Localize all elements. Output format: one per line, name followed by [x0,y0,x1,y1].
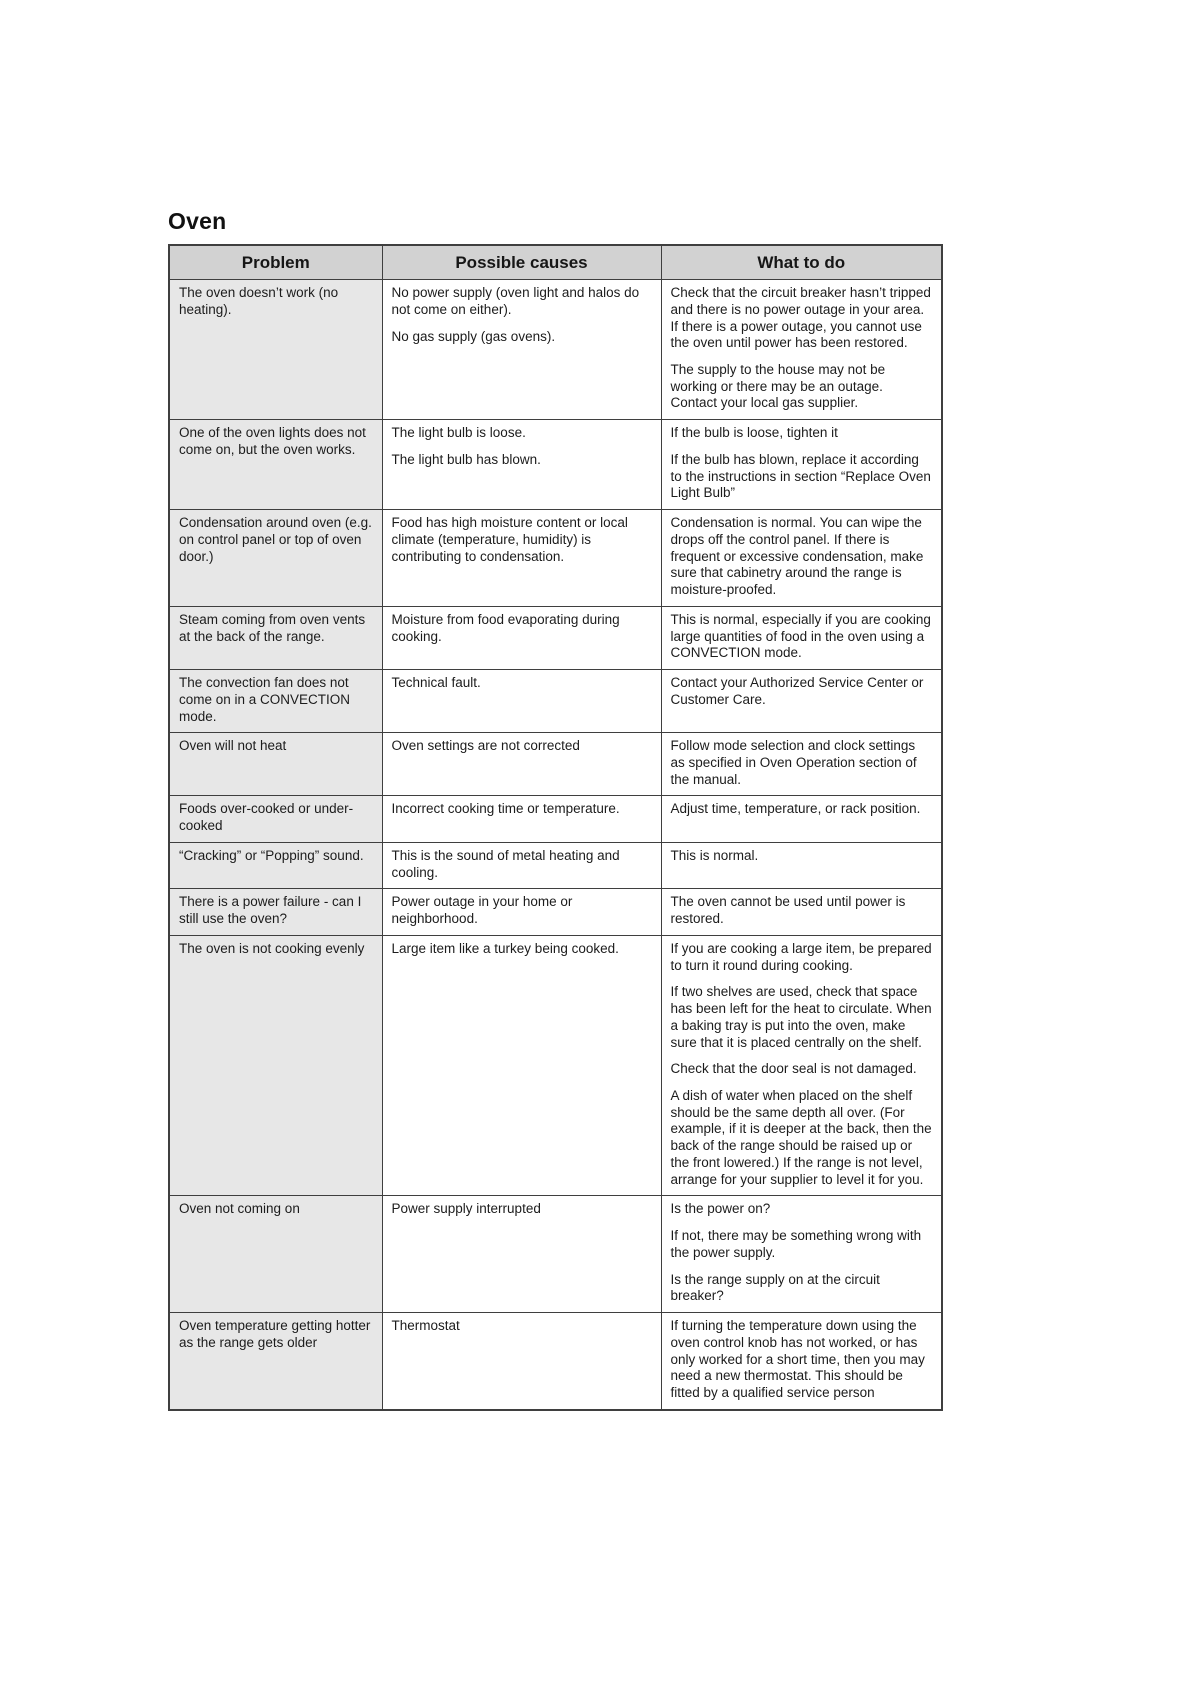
cell-paragraph: Adjust time, temperature, or rack position. [670,801,921,817]
table-header [169,245,942,280]
cell-paragraph: The oven doesn’t work (no heating). [179,285,339,317]
cell-causes [382,935,661,1196]
cell-paragraph: Oven not coming on [179,1201,300,1217]
cell-causes [382,420,661,510]
cell-paragraph: The oven is not cooking evenly [179,940,365,956]
table-row [169,842,942,888]
cell-problem [169,796,382,842]
cell-causes [382,1196,661,1313]
cell-actions [661,280,942,420]
cell-paragraph: If two shelves are used, check that space has been left for the heat to circulate. When a baking tray is put into the oven, make sure that it is placed centrally on the shelf. [670,984,932,1050]
cell-paragraph: There is a power failure - can I still use the oven? [179,894,362,927]
cell-problem [169,420,382,510]
cell-paragraph: The oven cannot be used until power is restored. [670,894,906,927]
header-problem: Problem [169,245,382,280]
cell-paragraph: The light bulb has blown. [391,451,541,467]
cell-paragraph: Large item like a turkey being cooked. [391,940,619,956]
cell-causes [382,1313,661,1410]
cell-causes [382,733,661,796]
cell-causes [382,606,661,669]
header-what-to-do: What to do [661,245,942,280]
cell-paragraph: Follow mode selection and clock settings as specified in Oven Operation section of the manual. [670,738,917,787]
document-page [168,208,941,1411]
cell-actions [661,510,942,607]
cell-paragraph: The supply to the house may not be working or there may be an outage. Contact your local gas supplier. [670,362,886,411]
cell-paragraph: Incorrect cooking time or temperature. [391,801,620,817]
page-title: Oven [168,208,227,234]
cell-paragraph: No gas supply (gas ovens). [391,328,556,344]
cell-paragraph: One of the oven lights does not come on, but the oven works. [179,425,366,457]
cell-paragraph: Condensation is normal. You can wipe the drops off the control panel. If there is frequent or excessive condensation, make sure that cabinetry around the range is moisture-proofed. [670,515,924,598]
table-row [169,670,942,733]
cell-problem [169,842,382,888]
table-row [169,733,942,796]
cell-causes [382,889,661,935]
cell-paragraph: Oven will not heat [179,738,287,754]
cell-problem [169,1313,382,1410]
cell-paragraph: Contact your Authorized Service Center or Customer Care. [670,675,924,707]
table-row [169,796,942,842]
cell-problem [169,889,382,935]
table-row [169,606,942,669]
cell-paragraph: If turning the temperature down using the oven control knob has not worked, or has only worked for a short time, then you may need a new thermostat. This should be fitted by a qualified service person [670,1318,925,1400]
cell-causes [382,796,661,842]
cell-paragraph: This is normal, especially if you are cooking large quantities of food in the oven using a CONVECTION mode. [670,611,931,661]
cell-actions [661,420,942,510]
cell-problem [169,733,382,796]
cell-actions [661,670,942,733]
cell-paragraph: A dish of water when placed on the shelf should be the same depth all over. (For example, if it is deeper at the back, then the back of the range should be raised up or the front lowered.) If the range is not level, arrange for your supplier to level it for you. [670,1087,932,1187]
cell-paragraph: This is the sound of metal heating and cooling. [391,847,620,880]
cell-actions [661,733,942,796]
cell-paragraph: If the bulb has blown, replace it according to the instructions in section “Replace Oven Light Bulb” [670,451,931,501]
cell-paragraph: Foods over-cooked or under-cooked [179,801,354,834]
cell-problem [169,510,382,607]
table-row [169,889,942,935]
cell-paragraph: The convection fan does not come on in a CONVECTION mode. [179,675,351,724]
cell-causes [382,842,661,888]
cell-causes [382,670,661,733]
table-row [169,935,942,1196]
cell-paragraph: Condensation around oven (e.g. on control panel or top of oven door.) [179,515,372,564]
cell-actions [661,796,942,842]
cell-paragraph: Power supply interrupted [391,1201,541,1217]
cell-paragraph: Food has high moisture content or local climate (temperature, humidity) is contributing to condensation. [391,515,628,564]
cell-paragraph: Oven settings are not corrected [391,738,580,754]
cell-actions [661,606,942,669]
cell-actions [661,1196,942,1313]
cell-actions [661,889,942,935]
cell-paragraph: Technical fault. [391,675,481,691]
cell-actions [661,1313,942,1410]
cell-paragraph: Check that the door seal is not damaged. [670,1061,917,1077]
cell-problem [169,280,382,420]
cell-paragraph: Check that the circuit breaker hasn’t tripped and there is no power outage in your area. If there is a power outage, you cannot use the oven until power has been restored. [670,285,931,351]
table-row [169,510,942,607]
cell-paragraph: If you are cooking a large item, be prepared to turn it round during cooking. [670,940,932,973]
cell-paragraph: Is the power on? [670,1201,771,1217]
cell-problem [169,935,382,1196]
troubleshooting-table [168,244,943,1411]
table-row [169,1313,942,1410]
cell-paragraph: The light bulb is loose. [391,425,526,441]
cell-paragraph: Power outage in your home or neighborhood. [391,894,573,927]
table-row [169,420,942,510]
header-row [169,245,942,280]
cell-paragraph: Moisture from food evaporating during cooking. [391,611,620,644]
cell-paragraph: No power supply (oven light and halos do not come on either). [391,285,640,317]
cell-paragraph: Thermostat [391,1318,460,1334]
cell-paragraph: “Cracking” or “Popping” sound. [179,847,364,863]
cell-causes [382,510,661,607]
cell-problem [169,670,382,733]
cell-paragraph: Is the range supply on at the circuit breaker? [670,1271,880,1304]
cell-paragraph: Oven temperature getting hotter as the range gets older [179,1318,371,1350]
cell-paragraph: If the bulb is loose, tighten it [670,425,838,441]
table-row [169,1196,942,1313]
header-possible-causes: Possible causes [382,245,661,280]
cell-problem [169,1196,382,1313]
table-body [169,280,942,1410]
cell-actions [661,842,942,888]
cell-paragraph: This is normal. [670,847,759,863]
table-row [169,280,942,420]
cell-paragraph: If not, there may be something wrong with the power supply. [670,1228,922,1260]
cell-paragraph: Steam coming from oven vents at the back of the range. [179,611,366,644]
cell-actions [661,935,942,1196]
cell-problem [169,606,382,669]
cell-causes [382,280,661,420]
